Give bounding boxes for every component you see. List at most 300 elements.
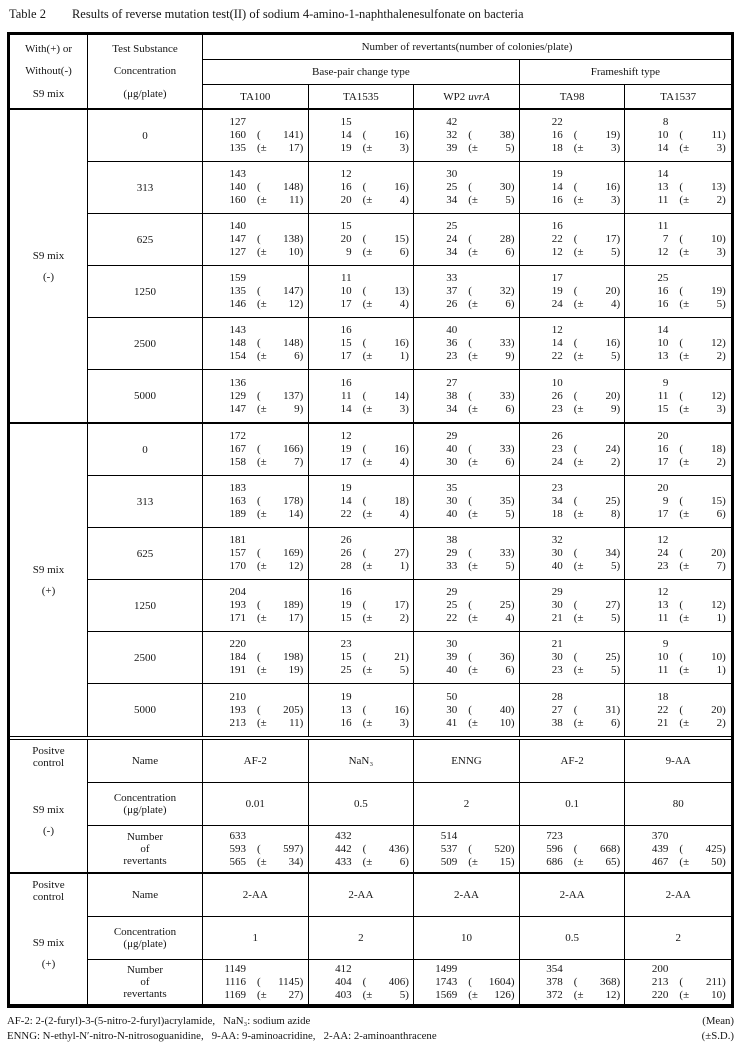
mean-number: 148	[283, 337, 300, 349]
concentration-cell: 1250	[88, 266, 203, 318]
data-line	[533, 691, 625, 704]
plus-minus-sign: ±	[260, 350, 267, 362]
data-line	[322, 377, 414, 390]
pc-title-line: Positve	[32, 745, 65, 757]
open-paren: (	[468, 975, 472, 988]
replicate-count: 20	[657, 482, 669, 494]
data-line	[216, 350, 308, 363]
close-paren: )	[299, 129, 304, 141]
open-paren: (	[573, 842, 578, 855]
s9-header-line: S9 mix	[32, 87, 65, 100]
data-line	[638, 298, 731, 311]
mean-number: 425	[705, 842, 723, 855]
mean	[257, 651, 303, 664]
plus-minus-sign: ±	[366, 664, 373, 676]
revertant-data-cell	[203, 266, 309, 318]
replicate-count: 30	[446, 703, 458, 716]
replicate-count: 14	[340, 495, 352, 507]
plus-minus-sign	[472, 390, 485, 403]
sd-number: 11	[289, 194, 300, 206]
data-line	[427, 508, 519, 521]
close-paren: )	[299, 402, 304, 415]
data-line	[638, 403, 731, 416]
mean	[468, 285, 514, 298]
close-paren: )	[722, 612, 726, 624]
replicate-count: 38	[551, 716, 563, 729]
open-paren: (	[362, 142, 367, 154]
replicate-count: 1569	[435, 988, 458, 1001]
close-paren: )	[722, 651, 726, 663]
replicate-count: 18	[551, 142, 563, 154]
data-line	[638, 181, 731, 194]
sd	[574, 142, 620, 155]
data-line	[216, 168, 308, 181]
close-paren: )	[616, 664, 621, 676]
revertant-data-cell	[414, 476, 520, 528]
close-paren: )	[722, 703, 726, 716]
replicate-count: 11	[657, 220, 669, 232]
plus-minus-sign: ±	[577, 508, 584, 520]
sd-number: 6	[399, 246, 406, 258]
replicate-count: 9	[346, 246, 352, 258]
replicate-count: 50	[446, 690, 458, 703]
plus-minus-sign	[366, 599, 379, 612]
control-name-cell: 2-AA	[203, 874, 309, 917]
mean-number: 166	[283, 443, 300, 455]
plus-minus-sign	[366, 843, 379, 856]
open-paren: (	[257, 612, 261, 624]
data-line	[216, 717, 308, 730]
plus-minus-sign	[366, 129, 379, 142]
replicate-count: 20	[657, 430, 669, 442]
control-name-cell: 2-AA	[309, 874, 415, 917]
data-line	[427, 534, 519, 547]
close-paren: )	[510, 703, 515, 716]
data-line	[638, 430, 731, 443]
data-line	[638, 168, 731, 181]
replicate-count: 30	[446, 638, 458, 650]
close-paren: )	[510, 664, 515, 676]
data-line	[216, 495, 308, 508]
open-paren: (	[468, 298, 472, 310]
close-paren: )	[510, 194, 515, 206]
replicate-count: 514	[440, 829, 458, 842]
sd-number: 27	[288, 988, 300, 1001]
close-paren: )	[722, 560, 726, 572]
replicate-count: 16	[340, 181, 352, 193]
open-paren: (	[468, 456, 472, 468]
mean	[363, 443, 409, 456]
plus-minus-sign	[577, 976, 590, 989]
sd-number: 15	[499, 855, 511, 868]
revertant-data-cell	[414, 684, 520, 736]
replicate-count: 15	[340, 116, 352, 128]
open-paren: (	[257, 246, 261, 258]
open-paren: (	[573, 181, 578, 193]
revertant-data-cell	[414, 214, 520, 266]
plus-minus-sign: ±	[683, 350, 690, 362]
data-line	[638, 560, 731, 573]
plus-minus-sign: ±	[260, 716, 267, 729]
plus-minus-sign	[261, 976, 274, 989]
table-header	[10, 35, 731, 110]
data-line	[322, 390, 414, 403]
revertant-data-cell	[309, 162, 415, 214]
data-line	[216, 443, 308, 456]
close-paren: )	[722, 664, 726, 676]
data-line	[638, 324, 731, 337]
sd	[363, 456, 409, 469]
conc-header-line: Concentration	[113, 65, 177, 78]
revertant-data-cell	[414, 424, 520, 476]
replicate-count: 159	[229, 272, 246, 284]
plus-minus-sign: ±	[366, 855, 373, 868]
data-line	[638, 989, 731, 1002]
data-line	[427, 142, 519, 155]
revertant-data-cell	[625, 476, 731, 528]
revertant-data-cell	[520, 162, 626, 214]
close-paren: )	[722, 142, 726, 154]
replicate-count: 213	[651, 975, 669, 988]
open-paren: (	[362, 285, 367, 297]
close-paren: )	[510, 129, 515, 141]
concentration-cell: 0	[88, 110, 203, 162]
data-line	[533, 194, 625, 207]
plus-minus-sign	[472, 181, 485, 194]
revertant-data-cell	[414, 318, 520, 370]
data-line	[216, 830, 308, 843]
strain-name: TA98	[559, 90, 585, 103]
close-paren: )	[405, 285, 409, 297]
table-title	[7, 7, 734, 32]
data-line	[322, 220, 414, 233]
replicate-count: 8	[662, 116, 669, 128]
plus-minus-sign	[366, 337, 379, 350]
close-paren: )	[616, 298, 621, 310]
revertant-data-cell	[309, 684, 415, 736]
mean	[574, 976, 620, 989]
replicate-count: 17	[657, 456, 669, 468]
plus-minus-sign	[683, 181, 696, 194]
data-line	[427, 403, 519, 416]
mean-number: 31	[605, 703, 617, 716]
replicate-count: 11	[657, 612, 669, 624]
sd	[257, 560, 303, 573]
data-line	[322, 508, 414, 521]
revertant-data-cell	[625, 266, 731, 318]
data-line	[427, 233, 519, 246]
strain-name: TA1537	[660, 90, 697, 103]
replicate-count: 210	[229, 690, 246, 703]
replicate-count: 172	[229, 430, 246, 442]
replicate-count: 30	[551, 547, 563, 559]
data-line	[427, 856, 519, 869]
column-header-ta1537	[625, 85, 731, 108]
data-line	[638, 599, 731, 612]
data-line	[533, 430, 625, 443]
replicate-count: 19	[340, 142, 352, 154]
close-paren: )	[405, 508, 409, 520]
data-line	[322, 443, 414, 456]
close-paren: )	[722, 495, 726, 507]
open-paren: (	[679, 233, 684, 245]
data-line	[427, 430, 519, 443]
sd-number: 7	[294, 456, 300, 468]
close-paren: )	[299, 975, 304, 988]
mean-number: 211	[705, 975, 723, 988]
replicate-count: 26	[340, 547, 352, 559]
replicate-count: 26	[551, 389, 563, 402]
data-line	[216, 324, 308, 337]
revertant-data-cell	[414, 528, 520, 580]
mean-number: 20	[605, 389, 617, 402]
sd	[257, 246, 303, 259]
legend-sd: (±S.D.)	[701, 1030, 734, 1042]
close-paren: )	[616, 142, 621, 154]
mean	[574, 651, 620, 664]
data-line	[216, 612, 308, 625]
column-header-ta1535	[309, 85, 415, 108]
open-paren: (	[257, 456, 261, 468]
sd	[468, 350, 514, 363]
data-line	[322, 560, 414, 573]
replicate-count: 10	[657, 651, 669, 663]
open-paren: (	[468, 651, 472, 663]
plus-minus-sign	[261, 547, 274, 560]
sd-number: 4	[399, 298, 406, 310]
data-line	[638, 651, 731, 664]
close-paren: )	[510, 389, 515, 402]
sd-number: 6	[716, 508, 723, 520]
data-line	[322, 856, 414, 869]
replicate-count: 170	[229, 560, 246, 572]
open-paren: (	[679, 988, 684, 1001]
open-paren: (	[468, 350, 472, 362]
data-line	[427, 664, 519, 677]
sd-number: 3	[716, 246, 723, 258]
open-paren: (	[468, 612, 472, 624]
mean-number: 21	[394, 651, 406, 663]
data-line	[638, 830, 731, 843]
open-paren: (	[257, 703, 261, 716]
sd-number: 19	[288, 664, 300, 676]
replicate-count: 181	[229, 534, 246, 546]
replicate-count: 26	[340, 534, 352, 546]
replicate-count: 10	[657, 129, 669, 141]
sd	[363, 612, 409, 625]
sd-number: 1	[716, 664, 723, 676]
open-paren: (	[362, 547, 367, 559]
label-line: of	[140, 843, 150, 855]
open-paren: (	[679, 547, 684, 559]
data-line	[427, 482, 519, 495]
replicate-count: 723	[546, 829, 563, 842]
replicate-count: 11	[657, 194, 669, 206]
sd	[574, 664, 620, 677]
replicate-count: 30	[551, 599, 563, 611]
close-paren: )	[616, 547, 621, 559]
replicate-count: 200	[651, 962, 669, 975]
open-paren: (	[257, 547, 261, 559]
sd	[679, 298, 725, 311]
mean	[679, 233, 725, 246]
plus-minus-sign	[261, 233, 274, 246]
plus-minus-sign	[577, 547, 590, 560]
replicate-count: 23	[551, 443, 563, 455]
replicate-count: 24	[551, 456, 563, 468]
replicate-count: 30	[446, 495, 458, 507]
replicate-count: 1116	[224, 975, 246, 988]
sd-number: 4	[399, 194, 406, 206]
open-paren: (	[468, 842, 472, 855]
revertant-data-cell	[309, 528, 415, 580]
plus-minus-sign	[261, 651, 274, 664]
control-conc-cell: 80	[625, 783, 731, 826]
open-paren: (	[362, 716, 367, 729]
sd-number: 4	[505, 612, 511, 624]
concentration-cell: 625	[88, 528, 203, 580]
footnotes	[7, 1014, 734, 1044]
mean-number: 33	[499, 547, 511, 559]
concentration-cell: 1250	[88, 580, 203, 632]
sd	[679, 717, 725, 730]
mean-number: 33	[499, 337, 511, 349]
open-paren: (	[362, 842, 367, 855]
replicate-count: 12	[340, 430, 352, 442]
revertant-data-cell	[203, 960, 309, 1004]
data-line	[638, 963, 731, 976]
mean-number: 33	[499, 443, 511, 455]
replicate-count: 37	[446, 285, 458, 297]
plus-minus-sign: ±	[260, 298, 267, 310]
data-line	[216, 337, 308, 350]
sd	[574, 560, 620, 573]
sd	[363, 664, 409, 677]
close-paren: )	[299, 842, 304, 855]
positive-control-title	[32, 740, 64, 769]
close-paren: )	[616, 194, 621, 206]
close-paren: )	[405, 612, 409, 624]
open-paren: (	[257, 402, 261, 415]
replicate-count: 12	[551, 246, 563, 258]
plus-minus-sign: ±	[366, 716, 373, 729]
open-paren: (	[362, 233, 367, 245]
data-line	[533, 272, 625, 285]
mean-number: 17	[394, 599, 406, 611]
open-paren: (	[573, 337, 578, 349]
mean	[679, 181, 725, 194]
open-paren: (	[573, 298, 578, 310]
close-paren: )	[510, 612, 515, 624]
plus-minus-sign: ±	[577, 350, 584, 362]
revertant-data-cell	[203, 214, 309, 266]
replicate-count: 34	[551, 495, 563, 507]
open-paren: (	[362, 612, 367, 624]
plus-minus-sign	[366, 181, 379, 194]
mean-number: 15	[711, 495, 723, 507]
data-line	[533, 560, 625, 573]
replicate-count: 14	[657, 168, 669, 180]
replicate-count: 18	[551, 508, 563, 520]
footnote-row	[7, 1029, 734, 1044]
open-paren: (	[257, 975, 261, 988]
plus-minus-sign: ±	[683, 612, 690, 624]
revertant-data-cell	[625, 424, 731, 476]
open-paren: (	[362, 181, 367, 193]
open-paren: (	[468, 129, 472, 141]
plus-minus-sign	[366, 976, 379, 989]
sd-number: 4	[399, 508, 406, 520]
replicate-count: 10	[340, 285, 352, 297]
revertant-data-cell	[520, 684, 626, 736]
mean	[257, 129, 303, 142]
close-paren: )	[510, 560, 515, 572]
close-paren: )	[510, 233, 515, 245]
data-line	[322, 181, 414, 194]
sd-number: 6	[505, 298, 511, 310]
replicate-count: 39	[446, 651, 458, 663]
plus-minus-sign: ±	[577, 716, 584, 729]
revertant-data-cell	[203, 476, 309, 528]
data-line	[533, 443, 625, 456]
open-paren: (	[679, 495, 684, 507]
row-label-name: Name	[88, 740, 203, 783]
plus-minus-sign	[577, 129, 590, 142]
s9-mix-label	[10, 110, 88, 422]
replicate-count: 23	[657, 560, 669, 572]
plus-minus-sign	[577, 233, 590, 246]
replicate-count: 167	[229, 443, 246, 455]
replicate-count: 35	[446, 482, 458, 494]
sd-number: 2	[716, 716, 723, 729]
revertant-data-cell	[625, 528, 731, 580]
revertant-data-cell	[309, 632, 415, 684]
column-header-s9-mix	[10, 35, 88, 108]
sd-number: 3	[716, 402, 723, 415]
data-line	[322, 350, 414, 363]
mean	[363, 390, 409, 403]
mean	[257, 337, 303, 350]
data-line	[216, 220, 308, 233]
plus-minus-sign	[261, 390, 274, 403]
revertant-data-cell	[203, 424, 309, 476]
open-paren: (	[468, 246, 472, 258]
data-line	[216, 377, 308, 390]
data-line	[216, 403, 308, 416]
mean	[363, 233, 409, 246]
data-line	[216, 976, 308, 989]
s9-mix-label	[10, 903, 87, 1004]
plus-minus-sign: ±	[577, 664, 584, 676]
open-paren: (	[679, 612, 684, 624]
sd-number: 6	[505, 664, 511, 676]
data-line	[533, 586, 625, 599]
replicate-count: 593	[229, 842, 246, 855]
revertant-data-cell	[309, 960, 415, 1004]
sd-number: 17	[288, 142, 300, 154]
close-paren: )	[616, 181, 621, 193]
data-line	[638, 482, 731, 495]
data-line	[638, 534, 731, 547]
mean	[363, 181, 409, 194]
open-paren: (	[679, 975, 684, 988]
replicate-count: 12	[657, 246, 669, 258]
concentration-cell: 2500	[88, 318, 203, 370]
mean-number: 10	[711, 233, 723, 245]
mean-number: 198	[283, 651, 300, 663]
close-paren: )	[299, 337, 304, 349]
label-line: Concentration	[113, 926, 177, 938]
